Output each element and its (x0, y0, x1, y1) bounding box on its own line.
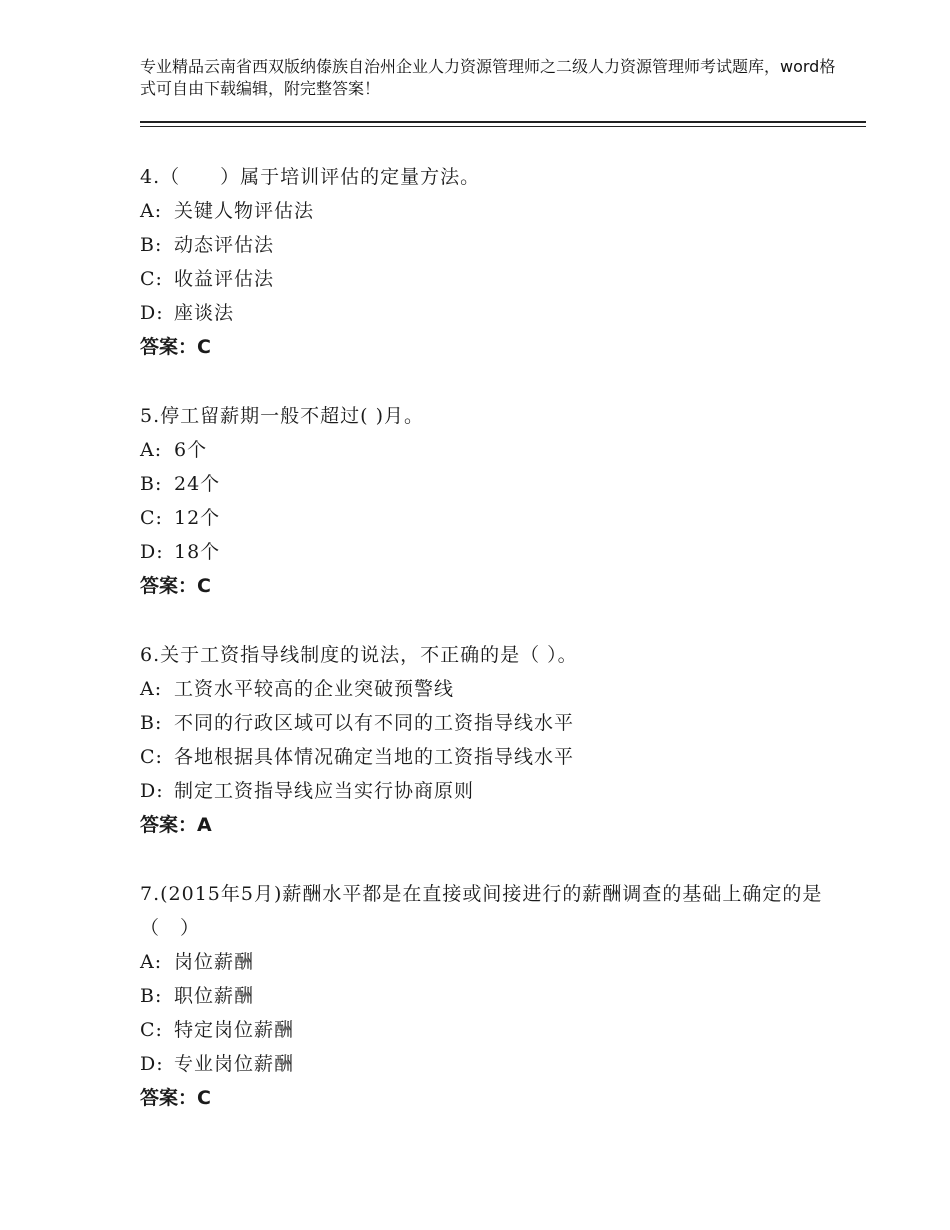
option-letter: A: (140, 439, 163, 461)
option-text: 18个 (174, 541, 221, 563)
option-text: 特定岗位薪酬 (174, 1019, 295, 1041)
option-letter: C: (140, 507, 163, 529)
option-letter: D: (140, 780, 164, 802)
option-text: 岗位薪酬 (174, 951, 255, 973)
question-6 (140, 638, 840, 842)
option-letter: B: (140, 234, 163, 256)
option-d (140, 296, 840, 330)
option-d (140, 774, 840, 808)
option-letter: B: (140, 985, 163, 1007)
option-letter: C: (140, 268, 163, 290)
question-4 (140, 160, 840, 364)
option-b (140, 467, 840, 501)
option-text: 座谈法 (174, 302, 235, 324)
answer-line: 答案：C (140, 575, 211, 597)
answer-line: 答案：A (140, 814, 212, 836)
header-divider (140, 121, 866, 123)
option-letter: D: (140, 302, 164, 324)
option-a (140, 194, 840, 228)
option-text: 关键人物评估法 (174, 200, 315, 222)
option-letter: C: (140, 746, 163, 768)
option-letter: A: (140, 678, 163, 700)
option-text: 24个 (174, 473, 221, 495)
option-c (140, 501, 840, 535)
option-letter: D: (140, 1053, 164, 1075)
option-c (140, 1013, 840, 1047)
option-text: 不同的行政区域可以有不同的工资指导线水平 (174, 712, 575, 734)
question-stem: 5.停工留薪期一般不超过( )月。 (140, 405, 424, 427)
option-text: 6个 (174, 439, 208, 461)
option-text: 制定工资指导线应当实行协商原则 (174, 780, 475, 802)
option-c (140, 262, 840, 296)
option-b (140, 706, 840, 740)
question-list (140, 160, 840, 1150)
option-a (140, 433, 840, 467)
question-5 (140, 399, 840, 603)
option-b (140, 228, 840, 262)
option-letter: B: (140, 473, 163, 495)
option-text: 工资水平较高的企业突破预警线 (174, 678, 455, 700)
question-stem: 7.(2015年5月)薪酬水平都是在直接或间接进行的薪酬调查的基础上确定的是（ ） (140, 883, 823, 939)
option-text: 各地根据具体情况确定当地的工资指导线水平 (174, 746, 575, 768)
question-7 (140, 877, 840, 1115)
option-d (140, 1047, 840, 1081)
option-text: 动态评估法 (174, 234, 275, 256)
answer-line: 答案：C (140, 336, 211, 358)
option-a (140, 672, 840, 706)
header-divider-thin (140, 126, 866, 127)
question-stem: 6.关于工资指导线制度的说法，不正确的是（ ）。 (140, 644, 578, 666)
option-d (140, 535, 840, 569)
option-b (140, 979, 840, 1013)
option-text: 收益评估法 (174, 268, 275, 290)
question-stem: 4.（ ）属于培训评估的定量方法。 (140, 166, 481, 188)
option-letter: B: (140, 712, 163, 734)
option-text: 职位薪酬 (174, 985, 255, 1007)
document-header (140, 56, 840, 100)
option-text: 12个 (174, 507, 221, 529)
answer-line: 答案：C (140, 1087, 211, 1109)
option-c (140, 740, 840, 774)
option-letter: C: (140, 1019, 163, 1041)
option-letter: A: (140, 951, 163, 973)
option-letter: A: (140, 200, 163, 222)
document-title: 专业精品云南省西双版纳傣族自治州企业人力资源管理师之二级人力资源管理师考试题库，word格式可自由下载编辑，附完整答案！ (140, 57, 836, 98)
option-a (140, 945, 840, 979)
option-text: 专业岗位薪酬 (174, 1053, 295, 1075)
option-letter: D: (140, 541, 164, 563)
